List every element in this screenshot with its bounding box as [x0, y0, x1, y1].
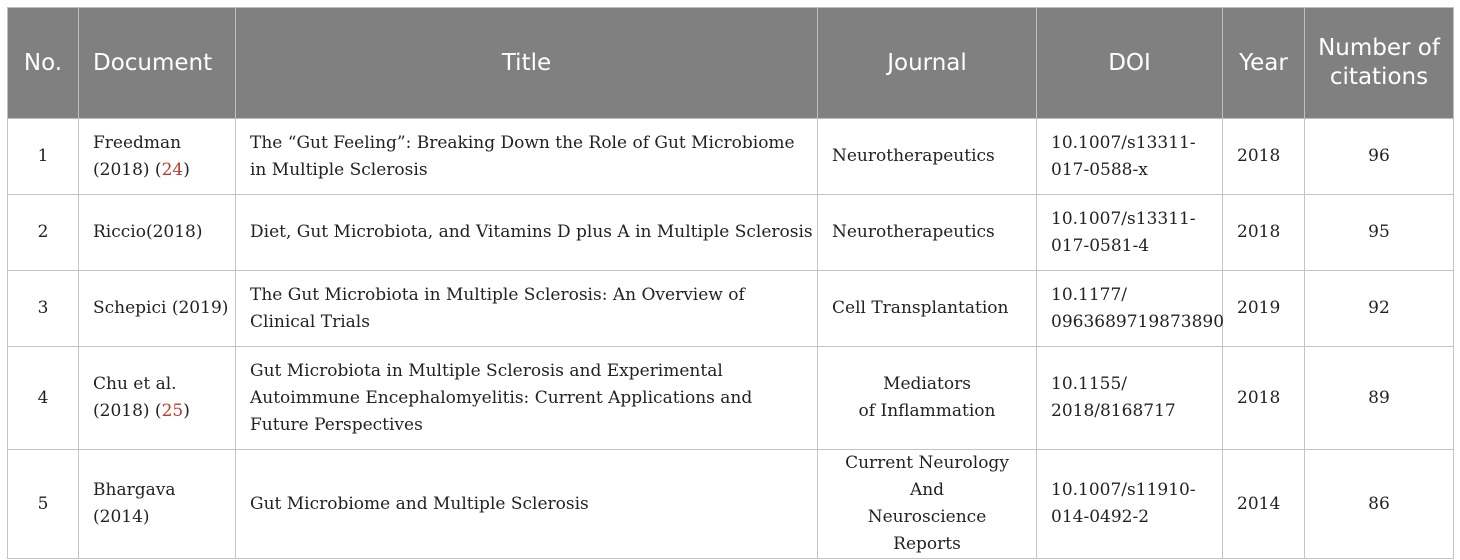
cell-year: 2018 — [1223, 347, 1305, 450]
journal-line-1: Mediators — [883, 374, 971, 394]
reference-link[interactable]: 25 — [161, 401, 184, 421]
cell-citations: 86 — [1305, 450, 1454, 559]
doi-line-2: 0963689719873890 — [1051, 311, 1225, 332]
doi-line-1: 10.1007/s13311- — [1051, 208, 1196, 229]
cell-no: 1 — [8, 119, 79, 195]
cell-title: Diet, Gut Microbiota, and Vitamins D plus A in Multiple Sclerosis — [236, 195, 818, 271]
doi-line-2: 014-0492-2 — [1051, 507, 1150, 527]
header-document: Document — [79, 8, 236, 119]
header-journal: Journal — [818, 8, 1037, 119]
cell-no: 2 — [8, 195, 79, 271]
table-row — [8, 271, 1454, 347]
cell-citations: 96 — [1305, 119, 1454, 195]
cell-citations: 92 — [1305, 271, 1454, 347]
doi-line-2: 017-0588-x — [1051, 159, 1148, 180]
cell-title: Gut Microbiome and Multiple Sclerosis — [236, 450, 818, 559]
cell-title: The “Gut Feeling”: Breaking Down the Role of Gut Microbiome in Multiple Sclerosis — [236, 119, 818, 195]
cell-doi — [1037, 271, 1223, 347]
header-no: No. — [8, 8, 79, 119]
document-author: Freedman — [93, 132, 182, 153]
cell-year: 2018 — [1223, 195, 1305, 271]
doi-line-1: 10.1155/ — [1051, 374, 1128, 394]
cell-journal: Neurotherapeutics — [818, 119, 1037, 195]
cell-title: Gut Microbiota in Multiple Sclerosis and Experimental Autoimmune Encephalomyelitis: Current Applications and Future Perspectives — [236, 347, 818, 450]
cell-doi — [1037, 347, 1223, 450]
cell-journal: Cell Transplantation — [818, 271, 1037, 347]
header-doi: DOI — [1037, 8, 1223, 119]
cell-year: 2014 — [1223, 450, 1305, 559]
journal-line-2: of Inflammation — [858, 401, 996, 421]
cell-journal — [818, 347, 1037, 450]
doi-line-1: 10.1007/s11910- — [1051, 480, 1196, 500]
cell-citations: 89 — [1305, 347, 1454, 450]
cell-journal — [818, 450, 1037, 559]
table-row — [8, 450, 1454, 559]
cell-document — [79, 450, 236, 559]
journal-line-3: Neuroscience Reports — [867, 507, 987, 554]
cell-doi — [1037, 195, 1223, 271]
table-row — [8, 119, 1454, 195]
cell-doi — [1037, 450, 1223, 559]
doi-line-1: 10.1177/ — [1051, 284, 1128, 305]
cell-document: Freedman (2018) (24) — [79, 119, 236, 195]
citations-table — [7, 7, 1454, 559]
header-citations: Number of citations — [1305, 8, 1454, 119]
cell-no: 5 — [8, 450, 79, 559]
cell-document: Schepici (2019) — [79, 271, 236, 347]
doi-line-2: 017-0581-4 — [1051, 235, 1150, 256]
table-row — [8, 195, 1454, 271]
doi-line-2: 2018/8168717 — [1051, 401, 1176, 421]
cell-citations: 95 — [1305, 195, 1454, 271]
doi-line-1: 10.1007/s13311- — [1051, 132, 1196, 153]
document-year: (2018) — [93, 401, 150, 421]
cell-year: 2018 — [1223, 119, 1305, 195]
header-row — [8, 8, 1454, 119]
header-title: Title — [236, 8, 818, 119]
reference-link[interactable]: 24 — [161, 159, 184, 180]
cell-no: 3 — [8, 271, 79, 347]
document-author: Chu et al. — [93, 374, 177, 394]
cell-doi — [1037, 119, 1223, 195]
cell-title: The Gut Microbiota in Multiple Sclerosis: An Overview of Clinical Trials — [236, 271, 818, 347]
journal-line-2: And — [909, 480, 945, 500]
cell-no: 4 — [8, 347, 79, 450]
cell-year: 2019 — [1223, 271, 1305, 347]
cell-journal: Neurotherapeutics — [818, 195, 1037, 271]
cell-document: Riccio(2018) — [79, 195, 236, 271]
cell-document: Chu et al. (2018) (25) — [79, 347, 236, 450]
document-year: (2014) — [93, 507, 150, 527]
document-author: Bhargava — [93, 480, 176, 500]
journal-line-1: Current Neurology — [845, 453, 1009, 473]
header-year: Year — [1223, 8, 1305, 119]
document-year: (2018) — [93, 159, 150, 180]
table-row — [8, 347, 1454, 450]
